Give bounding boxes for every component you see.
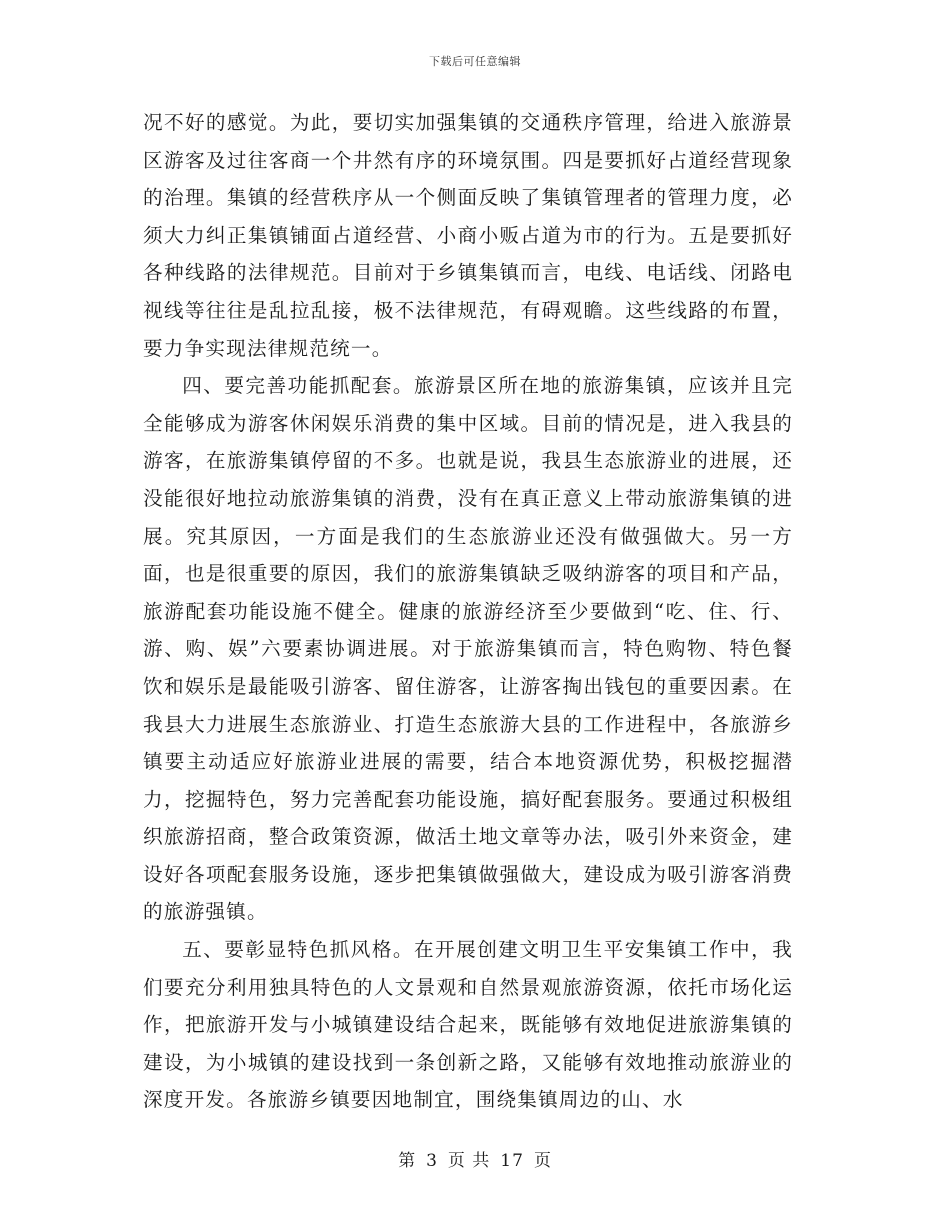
page-label-mid: 页 共 [447,1151,491,1171]
page-header: 下载后可任意编辑 [429,55,521,68]
page-label-suffix: 页 [533,1151,552,1171]
paragraph-continuation: 况不好的感觉。为此，要切实加强集镇的交通秩序管理，给进入旅游景区游客及过往客商一个井然有序的环境氛围。四是要抓好占道经营现象的治理。集镇的经营秩序从一个侧面反映了集镇管理者的管理力度，必须大力纠正集镇铺面占道经营、小商小贩占道为市的行为。五是要抓好各种线路的法律规范。目前对于乡镇集镇而言，电线、电话线、闭路电视线等往往是乱拉乱接，极不法律规范，有碍观瞻。这些线路的布置，要力争实现法律规范统一。 [143,111,793,360]
total-pages-number: 17 [500,1151,524,1171]
current-page-number: 3 [426,1151,438,1171]
paragraph-section-four: 四、要完善功能抓配套。旅游景区所在地的旅游集镇，应该并且完全能够成为游客休闲娱乐消费的集中区域。目前的情况是，进入我县的游客，在旅游集镇停留的不多。也就是说，我县生态旅游业的进展，还没能很好地拉动旅游集镇的消费，没有在真正意义上带动旅游集镇的进展。究其原因，一方面是我们的生态旅游业还没有做强做大。另一方面，也是很重要的原因，我们的旅游集镇缺乏吸纳游客的项目和产品，旅游配套功能设施不健全。健康的旅游经济至少要做到“吃、住、行、游、购、娱”六要素协调进展。对于旅游集镇而言，特色购物、特色餐饮和娱乐是最能吸引游客、留住游客，让游客掏出钱包的重要因素。在我县大力进展生态旅游业、打造生态旅游大县的工作进程中，各旅游乡镇要主动适应好旅游业进展的需要，结合本地资源优势，积极挖掘潜力，挖掘特色，努力完善配套功能设施，搞好配套服务。要通过积极组织旅游招商，整合政策资源，做活土地文章等办法，吸引外来资金，建设好各项配套服务设施，逐步把集镇做强做大，建设成为吸引游客消费的旅游强镇。 [143,374,793,924]
page-label-prefix: 第 [398,1151,417,1171]
paragraph-section-five: 五、要彰显特色抓风格。在开展创建文明卫生平安集镇工作中，我们要充分利用独具特色的人文景观和自然景观旅游资源，依托市场化运作，把旅游开发与小城镇建设结合起来，既能够有效地促进旅游集镇的建设，为小城镇的建设找到一条创新之路，又能够有效地推动旅游业的深度开发。各旅游乡镇要因地制宜，围绕集镇周边的山、水 [143,938,793,1112]
page-footer [0,1146,950,1171]
document-body [143,104,793,1119]
